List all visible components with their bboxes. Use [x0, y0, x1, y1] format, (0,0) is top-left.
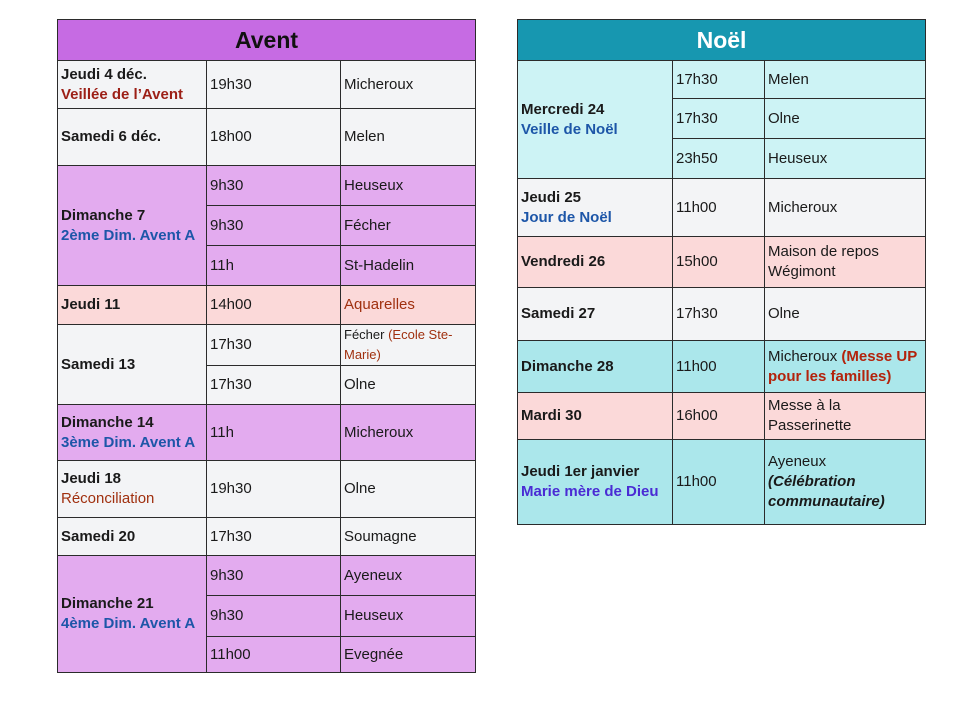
table-row [518, 61, 926, 99]
day-label: Mercredi 24 [521, 100, 605, 118]
day-cell [58, 166, 207, 286]
table-row [58, 166, 476, 206]
event-subtitle: 3ème Dim. Avent A [61, 433, 196, 451]
place-note: (Messe UP pour les familles) [768, 347, 917, 385]
table-header-row [58, 20, 476, 61]
table-row [518, 179, 926, 237]
place-note: (Célébration communautaire) [768, 473, 885, 510]
event-subtitle: Jour de Noël [521, 208, 612, 226]
time-cell: 9h30 [207, 166, 341, 206]
time-cell: 17h30 [207, 518, 341, 556]
day-cell: Samedi 6 déc. [58, 109, 207, 166]
day-cell [58, 405, 207, 461]
place-cell: Evegnée [341, 637, 476, 673]
day-cell [58, 556, 207, 673]
time-cell: 18h00 [207, 109, 341, 166]
time-cell: 9h30 [207, 206, 341, 246]
place-cell: Olne [341, 461, 476, 518]
place-cell: Micheroux [765, 179, 926, 237]
place-cell [765, 440, 926, 525]
day-cell: Mardi 30 [518, 393, 673, 440]
table-row [58, 556, 476, 596]
avent-title: Avent [58, 20, 476, 61]
time-cell: 11h00 [673, 440, 765, 525]
place-cell: Heuseux [765, 139, 926, 179]
place-name: Fécher [344, 327, 385, 342]
day-label: Jeudi 1er janvier [521, 463, 640, 480]
time-cell: 9h30 [207, 556, 341, 596]
time-cell: 11h [207, 246, 341, 286]
place-cell: Fécher [341, 206, 476, 246]
place-cell: Heuseux [341, 166, 476, 206]
time-cell: 17h30 [673, 99, 765, 139]
table-row [518, 440, 926, 525]
event-subtitle: Veillée de l’Avent [61, 85, 183, 103]
time-cell: 11h [207, 405, 341, 461]
place-name: Micheroux [768, 347, 838, 365]
table-row [58, 461, 476, 518]
event-subtitle: Marie mère de Dieu [521, 483, 659, 500]
table-row [518, 341, 926, 393]
time-cell: 16h00 [673, 393, 765, 440]
place-cell: Olne [765, 288, 926, 341]
table-row [58, 325, 476, 366]
time-cell: 17h30 [673, 61, 765, 99]
day-cell: Jeudi 11 [58, 286, 207, 325]
day-cell [58, 61, 207, 109]
noel-title: Noël [518, 20, 926, 61]
place-cell: Heuseux [341, 596, 476, 637]
place-cell: Ayeneux [341, 556, 476, 596]
time-cell: 11h00 [207, 637, 341, 673]
event-subtitle: Réconciliation [61, 490, 155, 507]
table-row [518, 393, 926, 440]
day-cell [58, 461, 207, 518]
table-row [58, 61, 476, 109]
table-row [58, 286, 476, 325]
table-header-row [518, 20, 926, 61]
time-cell: 19h30 [207, 461, 341, 518]
table-row [58, 518, 476, 556]
time-cell: 17h30 [207, 366, 341, 405]
time-cell: 9h30 [207, 596, 341, 637]
day-cell: Dimanche 28 [518, 341, 673, 393]
day-label: Jeudi 4 déc. [61, 65, 147, 83]
day-cell: Samedi 13 [58, 325, 207, 405]
place-cell: Melen [341, 109, 476, 166]
time-cell: 23h50 [673, 139, 765, 179]
avent-schedule-table [57, 19, 476, 673]
place-cell: Maison de repos Wégimont [765, 237, 926, 288]
table-row [58, 109, 476, 166]
time-cell: 17h30 [673, 288, 765, 341]
day-label: Dimanche 7 [61, 206, 146, 224]
time-cell: 17h30 [207, 325, 341, 366]
day-cell [518, 179, 673, 237]
event-subtitle: 2ème Dim. Avent A [61, 226, 196, 244]
time-cell: 14h00 [207, 286, 341, 325]
place-note: (Ecole Ste-Marie) [344, 327, 453, 362]
day-label: Jeudi 25 [521, 188, 582, 206]
place-cell: Olne [765, 99, 926, 139]
day-label: Dimanche 14 [61, 413, 154, 431]
place-cell: Aquarelles [341, 286, 476, 325]
day-cell: Samedi 27 [518, 288, 673, 341]
event-subtitle: Veille de Noël [521, 120, 618, 138]
place-cell [341, 325, 476, 366]
place-cell: Micheroux [341, 405, 476, 461]
time-cell: 19h30 [207, 61, 341, 109]
place-cell: Melen [765, 61, 926, 99]
table-row [58, 405, 476, 461]
day-label: Jeudi 18 [61, 470, 122, 487]
place-cell: Olne [341, 366, 476, 405]
place-name: Ayeneux [768, 453, 827, 470]
event-subtitle: 4ème Dim. Avent A [61, 615, 196, 632]
place-cell: Soumagne [341, 518, 476, 556]
day-cell: Samedi 20 [58, 518, 207, 556]
place-cell: Messe à la Passerinette [765, 393, 926, 440]
time-cell: 11h00 [673, 341, 765, 393]
place-cell [765, 341, 926, 393]
place-cell: Micheroux [341, 61, 476, 109]
place-cell: St-Hadelin [341, 246, 476, 286]
time-cell: 15h00 [673, 237, 765, 288]
table-row [518, 237, 926, 288]
table-row [518, 288, 926, 341]
noel-schedule-table [517, 19, 926, 525]
day-cell: Vendredi 26 [518, 237, 673, 288]
day-cell [518, 61, 673, 179]
day-label: Dimanche 21 [61, 595, 154, 612]
day-cell [518, 440, 673, 525]
time-cell: 11h00 [673, 179, 765, 237]
